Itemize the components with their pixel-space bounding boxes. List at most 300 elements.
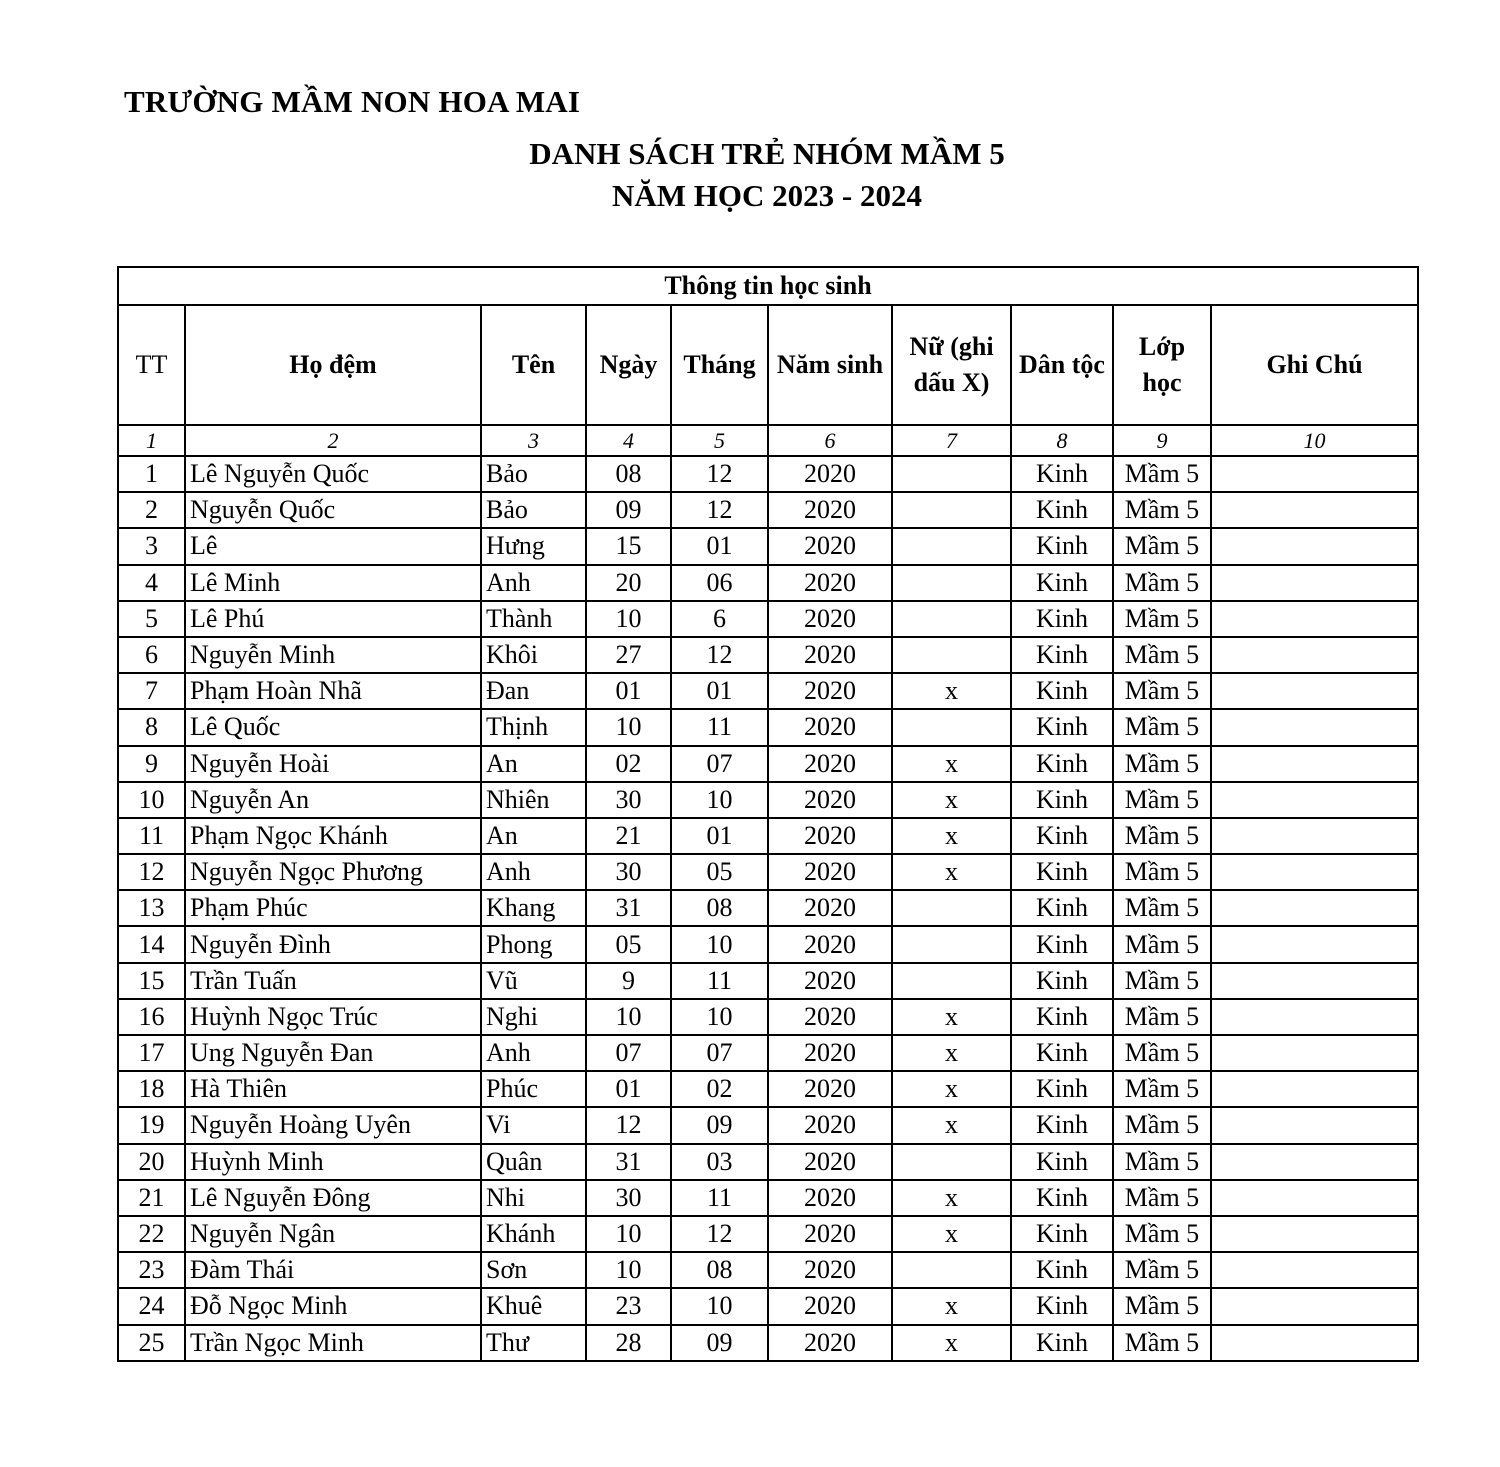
- cell-nu: x: [892, 1325, 1011, 1361]
- cell-thang: 09: [671, 1325, 768, 1361]
- cell-ngay: 20: [586, 565, 671, 601]
- cell-lop-hoc: Mầm 5: [1113, 890, 1211, 926]
- cell-ten: Khôi: [481, 637, 586, 673]
- cell-lop-hoc: Mầm 5: [1113, 565, 1211, 601]
- roster-body: [118, 456, 1418, 1361]
- cell-ten: Anh: [481, 1035, 586, 1071]
- cell-tt: 19: [118, 1107, 185, 1143]
- column-number: 6: [768, 425, 892, 456]
- cell-ten: Nghi: [481, 999, 586, 1035]
- cell-ngay: 08: [586, 456, 671, 492]
- column-number: 2: [185, 425, 481, 456]
- cell-lop-hoc: Mầm 5: [1113, 601, 1211, 637]
- cell-thang: 09: [671, 1107, 768, 1143]
- cell-thang: 12: [671, 456, 768, 492]
- cell-ten: Quân: [481, 1144, 586, 1180]
- cell-nu: [892, 926, 1011, 962]
- cell-ten: An: [481, 746, 586, 782]
- table-row: [118, 709, 1418, 745]
- cell-ngay: 10: [586, 999, 671, 1035]
- cell-thang: 10: [671, 999, 768, 1035]
- cell-ghi-chu: [1211, 1035, 1418, 1071]
- cell-ten: Khang: [481, 890, 586, 926]
- cell-ngay: 28: [586, 1325, 671, 1361]
- cell-lop-hoc: Mầm 5: [1113, 1252, 1211, 1288]
- cell-tt: 16: [118, 999, 185, 1035]
- table-row: [118, 746, 1418, 782]
- document-title: DANH SÁCH TRẺ NHÓM MẦM 5: [529, 136, 1005, 171]
- cell-ghi-chu: [1211, 746, 1418, 782]
- cell-nu: x: [892, 782, 1011, 818]
- cell-nu: [892, 456, 1011, 492]
- cell-thang: 11: [671, 963, 768, 999]
- cell-nu: x: [892, 818, 1011, 854]
- column-number: 5: [671, 425, 768, 456]
- cell-dan-toc: Kinh: [1011, 492, 1113, 528]
- cell-dan-toc: Kinh: [1011, 565, 1113, 601]
- cell-ngay: 10: [586, 709, 671, 745]
- cell-nam-sinh: 2020: [768, 601, 892, 637]
- cell-dan-toc: Kinh: [1011, 746, 1113, 782]
- cell-ho-dem: Nguyễn Đình: [185, 926, 481, 962]
- cell-lop-hoc: Mầm 5: [1113, 746, 1211, 782]
- cell-dan-toc: Kinh: [1011, 963, 1113, 999]
- cell-ho-dem: Hà Thiên: [185, 1071, 481, 1107]
- cell-ngay: 31: [586, 890, 671, 926]
- cell-tt: 25: [118, 1325, 185, 1361]
- cell-nu: x: [892, 1071, 1011, 1107]
- cell-ngay: 07: [586, 1035, 671, 1071]
- cell-thang: 10: [671, 782, 768, 818]
- cell-dan-toc: Kinh: [1011, 1252, 1113, 1288]
- table-row: [118, 673, 1418, 709]
- cell-ho-dem: Lê: [185, 528, 481, 564]
- table-row: [118, 1288, 1418, 1324]
- cell-nu: [892, 1144, 1011, 1180]
- cell-nam-sinh: 2020: [768, 565, 892, 601]
- cell-lop-hoc: Mầm 5: [1113, 963, 1211, 999]
- cell-ngay: 10: [586, 601, 671, 637]
- cell-ho-dem: Huỳnh Ngọc Trúc: [185, 999, 481, 1035]
- cell-lop-hoc: Mầm 5: [1113, 818, 1211, 854]
- cell-ngay: 09: [586, 492, 671, 528]
- cell-thang: 01: [671, 528, 768, 564]
- cell-thang: 12: [671, 637, 768, 673]
- cell-dan-toc: Kinh: [1011, 854, 1113, 890]
- cell-nu: x: [892, 999, 1011, 1035]
- cell-nam-sinh: 2020: [768, 673, 892, 709]
- cell-ho-dem: Đàm Thái: [185, 1252, 481, 1288]
- cell-tt: 9: [118, 746, 185, 782]
- cell-ngay: 30: [586, 1180, 671, 1216]
- cell-ghi-chu: [1211, 709, 1418, 745]
- cell-lop-hoc: Mầm 5: [1113, 1071, 1211, 1107]
- cell-ngay: 01: [586, 1071, 671, 1107]
- cell-thang: 6: [671, 601, 768, 637]
- cell-ten: Bảo: [481, 492, 586, 528]
- cell-tt: 15: [118, 963, 185, 999]
- cell-thang: 03: [671, 1144, 768, 1180]
- column-number: 9: [1113, 425, 1211, 456]
- cell-nam-sinh: 2020: [768, 1107, 892, 1143]
- table-row: [118, 565, 1418, 601]
- cell-ngay: 12: [586, 1107, 671, 1143]
- school-name: TRƯỜNG MẦM NON HOA MAI: [124, 84, 581, 119]
- cell-ghi-chu: [1211, 890, 1418, 926]
- cell-lop-hoc: Mầm 5: [1113, 709, 1211, 745]
- cell-nu: x: [892, 1288, 1011, 1324]
- cell-nam-sinh: 2020: [768, 1144, 892, 1180]
- cell-ngay: 02: [586, 746, 671, 782]
- cell-tt: 20: [118, 1144, 185, 1180]
- cell-ngay: 23: [586, 1288, 671, 1324]
- cell-ghi-chu: [1211, 637, 1418, 673]
- cell-nu: [892, 492, 1011, 528]
- cell-ghi-chu: [1211, 926, 1418, 962]
- cell-ngay: 15: [586, 528, 671, 564]
- cell-nu: [892, 890, 1011, 926]
- cell-ghi-chu: [1211, 1071, 1418, 1107]
- cell-thang: 11: [671, 1180, 768, 1216]
- cell-lop-hoc: Mầm 5: [1113, 1288, 1211, 1324]
- column-number: 10: [1211, 425, 1418, 456]
- cell-thang: 01: [671, 673, 768, 709]
- cell-nam-sinh: 2020: [768, 1288, 892, 1324]
- cell-nam-sinh: 2020: [768, 890, 892, 926]
- cell-nam-sinh: 2020: [768, 1252, 892, 1288]
- cell-nam-sinh: 2020: [768, 926, 892, 962]
- cell-ghi-chu: [1211, 854, 1418, 890]
- cell-ghi-chu: [1211, 1107, 1418, 1143]
- cell-dan-toc: Kinh: [1011, 926, 1113, 962]
- cell-dan-toc: Kinh: [1011, 818, 1113, 854]
- cell-dan-toc: Kinh: [1011, 1071, 1113, 1107]
- cell-ngay: 10: [586, 1216, 671, 1252]
- cell-lop-hoc: Mầm 5: [1113, 1180, 1211, 1216]
- cell-ten: Sơn: [481, 1252, 586, 1288]
- cell-ngay: 31: [586, 1144, 671, 1180]
- cell-ten: Nhiên: [481, 782, 586, 818]
- cell-tt: 11: [118, 818, 185, 854]
- cell-tt: 1: [118, 456, 185, 492]
- cell-ho-dem: Lê Nguyễn Quốc: [185, 456, 481, 492]
- cell-ten: Khuê: [481, 1288, 586, 1324]
- cell-tt: 7: [118, 673, 185, 709]
- cell-lop-hoc: Mầm 5: [1113, 854, 1211, 890]
- cell-tt: 17: [118, 1035, 185, 1071]
- cell-ho-dem: Phạm Hoàn Nhã: [185, 673, 481, 709]
- cell-tt: 6: [118, 637, 185, 673]
- cell-lop-hoc: Mầm 5: [1113, 637, 1211, 673]
- cell-ghi-chu: [1211, 1216, 1418, 1252]
- cell-dan-toc: Kinh: [1011, 999, 1113, 1035]
- cell-lop-hoc: Mầm 5: [1113, 1144, 1211, 1180]
- table-row: [118, 818, 1418, 854]
- cell-dan-toc: Kinh: [1011, 782, 1113, 818]
- cell-lop-hoc: Mầm 5: [1113, 999, 1211, 1035]
- cell-ghi-chu: [1211, 528, 1418, 564]
- school-year: NĂM HỌC 2023 - 2024: [612, 178, 922, 213]
- cell-tt: 23: [118, 1252, 185, 1288]
- table-row: [118, 1180, 1418, 1216]
- table-row: [118, 1035, 1418, 1071]
- cell-lop-hoc: Mầm 5: [1113, 528, 1211, 564]
- cell-ghi-chu: [1211, 673, 1418, 709]
- cell-nam-sinh: 2020: [768, 1035, 892, 1071]
- student-roster-table: [117, 266, 1419, 1362]
- cell-dan-toc: Kinh: [1011, 1180, 1113, 1216]
- cell-ghi-chu: [1211, 456, 1418, 492]
- col-header-ghi-chu: Ghi Chú: [1211, 305, 1418, 425]
- table-row: [118, 890, 1418, 926]
- cell-nam-sinh: 2020: [768, 1216, 892, 1252]
- cell-lop-hoc: Mầm 5: [1113, 1325, 1211, 1361]
- column-number: 7: [892, 425, 1011, 456]
- cell-tt: 10: [118, 782, 185, 818]
- cell-tt: 14: [118, 926, 185, 962]
- cell-thang: 05: [671, 854, 768, 890]
- cell-thang: 10: [671, 1288, 768, 1324]
- cell-ten: Nhi: [481, 1180, 586, 1216]
- col-header-ten: Tên: [481, 305, 586, 425]
- cell-tt: 4: [118, 565, 185, 601]
- cell-dan-toc: Kinh: [1011, 601, 1113, 637]
- cell-ghi-chu: [1211, 963, 1418, 999]
- cell-nu: x: [892, 1216, 1011, 1252]
- cell-tt: 2: [118, 492, 185, 528]
- column-number: 4: [586, 425, 671, 456]
- table-row: [118, 854, 1418, 890]
- cell-ho-dem: Trần Tuấn: [185, 963, 481, 999]
- cell-ho-dem: Lê Minh: [185, 565, 481, 601]
- cell-nu: [892, 637, 1011, 673]
- table-row: [118, 999, 1418, 1035]
- cell-ghi-chu: [1211, 601, 1418, 637]
- cell-ho-dem: Phạm Ngọc Khánh: [185, 818, 481, 854]
- cell-nu: x: [892, 746, 1011, 782]
- cell-ghi-chu: [1211, 1252, 1418, 1288]
- table-row: [118, 528, 1418, 564]
- col-header-dan-toc: Dân tộc: [1011, 305, 1113, 425]
- cell-nu: [892, 528, 1011, 564]
- cell-ho-dem: Nguyễn Ngọc Phương: [185, 854, 481, 890]
- cell-ten: Anh: [481, 854, 586, 890]
- cell-thang: 07: [671, 1035, 768, 1071]
- cell-thang: 08: [671, 1252, 768, 1288]
- cell-nu: x: [892, 1180, 1011, 1216]
- cell-ngay: 10: [586, 1252, 671, 1288]
- cell-ngay: 30: [586, 854, 671, 890]
- table-row: [118, 1325, 1418, 1361]
- cell-nam-sinh: 2020: [768, 854, 892, 890]
- cell-tt: 3: [118, 528, 185, 564]
- cell-tt: 22: [118, 1216, 185, 1252]
- cell-lop-hoc: Mầm 5: [1113, 673, 1211, 709]
- cell-ten: Anh: [481, 565, 586, 601]
- cell-ten: Hưng: [481, 528, 586, 564]
- cell-ghi-chu: [1211, 1325, 1418, 1361]
- cell-ho-dem: Lê Nguyễn Đông: [185, 1180, 481, 1216]
- cell-nam-sinh: 2020: [768, 528, 892, 564]
- column-number: 8: [1011, 425, 1113, 456]
- cell-tt: 5: [118, 601, 185, 637]
- column-number-row: [118, 425, 1418, 456]
- column-number: 1: [118, 425, 185, 456]
- cell-ten: Thành: [481, 601, 586, 637]
- cell-nu: x: [892, 1035, 1011, 1071]
- cell-ten: An: [481, 818, 586, 854]
- cell-lop-hoc: Mầm 5: [1113, 926, 1211, 962]
- cell-dan-toc: Kinh: [1011, 673, 1113, 709]
- cell-tt: 21: [118, 1180, 185, 1216]
- cell-dan-toc: Kinh: [1011, 1216, 1113, 1252]
- cell-nu: x: [892, 854, 1011, 890]
- cell-nu: [892, 601, 1011, 637]
- table-row: [118, 1252, 1418, 1288]
- table-row: [118, 637, 1418, 673]
- col-header-thang: Tháng: [671, 305, 768, 425]
- cell-thang: 01: [671, 818, 768, 854]
- cell-dan-toc: Kinh: [1011, 1288, 1113, 1324]
- cell-ten: Vũ: [481, 963, 586, 999]
- cell-ho-dem: Nguyễn Quốc: [185, 492, 481, 528]
- cell-ghi-chu: [1211, 492, 1418, 528]
- cell-thang: 11: [671, 709, 768, 745]
- cell-ho-dem: Trần Ngọc Minh: [185, 1325, 481, 1361]
- cell-ho-dem: Huỳnh Minh: [185, 1144, 481, 1180]
- cell-nam-sinh: 2020: [768, 709, 892, 745]
- cell-nam-sinh: 2020: [768, 746, 892, 782]
- cell-ten: Đan: [481, 673, 586, 709]
- cell-ghi-chu: [1211, 1288, 1418, 1324]
- cell-lop-hoc: Mầm 5: [1113, 1107, 1211, 1143]
- col-header-nam-sinh: Năm sinh: [768, 305, 892, 425]
- cell-lop-hoc: Mầm 5: [1113, 492, 1211, 528]
- cell-nam-sinh: 2020: [768, 963, 892, 999]
- cell-dan-toc: Kinh: [1011, 637, 1113, 673]
- cell-tt: 24: [118, 1288, 185, 1324]
- cell-nu: [892, 565, 1011, 601]
- cell-ho-dem: Nguyễn Ngân: [185, 1216, 481, 1252]
- cell-ho-dem: Nguyễn Hoàng Uyên: [185, 1107, 481, 1143]
- cell-dan-toc: Kinh: [1011, 1035, 1113, 1071]
- cell-ho-dem: Ung Nguyễn Đan: [185, 1035, 481, 1071]
- group-header: Thông tin học sinh: [118, 267, 1418, 305]
- cell-nam-sinh: 2020: [768, 818, 892, 854]
- cell-dan-toc: Kinh: [1011, 528, 1113, 564]
- cell-lop-hoc: Mầm 5: [1113, 782, 1211, 818]
- table-row: [118, 963, 1418, 999]
- cell-ho-dem: Lê Phú: [185, 601, 481, 637]
- cell-nam-sinh: 2020: [768, 456, 892, 492]
- cell-ngay: 01: [586, 673, 671, 709]
- cell-ho-dem: Nguyễn Minh: [185, 637, 481, 673]
- cell-ho-dem: Lê Quốc: [185, 709, 481, 745]
- col-header-nu: Nữ (ghi dấu X): [892, 305, 1011, 425]
- cell-ghi-chu: [1211, 999, 1418, 1035]
- cell-ngay: 27: [586, 637, 671, 673]
- cell-ngay: 21: [586, 818, 671, 854]
- cell-lop-hoc: Mầm 5: [1113, 1216, 1211, 1252]
- cell-nam-sinh: 2020: [768, 1180, 892, 1216]
- cell-nu: [892, 1252, 1011, 1288]
- cell-nam-sinh: 2020: [768, 1325, 892, 1361]
- col-header-ho-dem: Họ đệm: [185, 305, 481, 425]
- table-row: [118, 1071, 1418, 1107]
- cell-dan-toc: Kinh: [1011, 1107, 1113, 1143]
- cell-ten: Phong: [481, 926, 586, 962]
- cell-dan-toc: Kinh: [1011, 1325, 1113, 1361]
- cell-ho-dem: Nguyễn Hoài: [185, 746, 481, 782]
- cell-dan-toc: Kinh: [1011, 709, 1113, 745]
- cell-ngay: 30: [586, 782, 671, 818]
- cell-thang: 12: [671, 492, 768, 528]
- cell-ho-dem: Đỗ Ngọc Minh: [185, 1288, 481, 1324]
- cell-ho-dem: Nguyễn An: [185, 782, 481, 818]
- table-row: [118, 1144, 1418, 1180]
- cell-nam-sinh: 2020: [768, 782, 892, 818]
- cell-ho-dem: Phạm Phúc: [185, 890, 481, 926]
- table-row: [118, 492, 1418, 528]
- cell-lop-hoc: Mầm 5: [1113, 456, 1211, 492]
- cell-ten: Vi: [481, 1107, 586, 1143]
- cell-nu: x: [892, 673, 1011, 709]
- table-row: [118, 782, 1418, 818]
- cell-tt: 13: [118, 890, 185, 926]
- cell-thang: 02: [671, 1071, 768, 1107]
- cell-nam-sinh: 2020: [768, 637, 892, 673]
- col-header-tt: TT: [118, 305, 185, 425]
- cell-thang: 10: [671, 926, 768, 962]
- cell-ten: Thư: [481, 1325, 586, 1361]
- cell-ghi-chu: [1211, 565, 1418, 601]
- col-header-lop-hoc: Lớp học: [1113, 305, 1211, 425]
- cell-lop-hoc: Mầm 5: [1113, 1035, 1211, 1071]
- cell-tt: 12: [118, 854, 185, 890]
- cell-thang: 07: [671, 746, 768, 782]
- col-header-ngay: Ngày: [586, 305, 671, 425]
- cell-nu: [892, 709, 1011, 745]
- cell-ten: Thịnh: [481, 709, 586, 745]
- cell-ghi-chu: [1211, 1180, 1418, 1216]
- table-row: [118, 456, 1418, 492]
- cell-ten: Phúc: [481, 1071, 586, 1107]
- cell-tt: 8: [118, 709, 185, 745]
- cell-nam-sinh: 2020: [768, 999, 892, 1035]
- cell-ghi-chu: [1211, 818, 1418, 854]
- cell-dan-toc: Kinh: [1011, 1144, 1113, 1180]
- cell-thang: 06: [671, 565, 768, 601]
- cell-dan-toc: Kinh: [1011, 456, 1113, 492]
- table-row: [118, 1216, 1418, 1252]
- cell-ngay: 05: [586, 926, 671, 962]
- cell-nu: [892, 963, 1011, 999]
- cell-thang: 08: [671, 890, 768, 926]
- cell-nam-sinh: 2020: [768, 492, 892, 528]
- table-row: [118, 926, 1418, 962]
- cell-ngay: 9: [586, 963, 671, 999]
- table-row: [118, 1107, 1418, 1143]
- cell-nam-sinh: 2020: [768, 1071, 892, 1107]
- cell-tt: 18: [118, 1071, 185, 1107]
- cell-ghi-chu: [1211, 1144, 1418, 1180]
- cell-thang: 12: [671, 1216, 768, 1252]
- table-row: [118, 601, 1418, 637]
- cell-ten: Bảo: [481, 456, 586, 492]
- cell-nu: x: [892, 1107, 1011, 1143]
- cell-ten: Khánh: [481, 1216, 586, 1252]
- cell-ghi-chu: [1211, 782, 1418, 818]
